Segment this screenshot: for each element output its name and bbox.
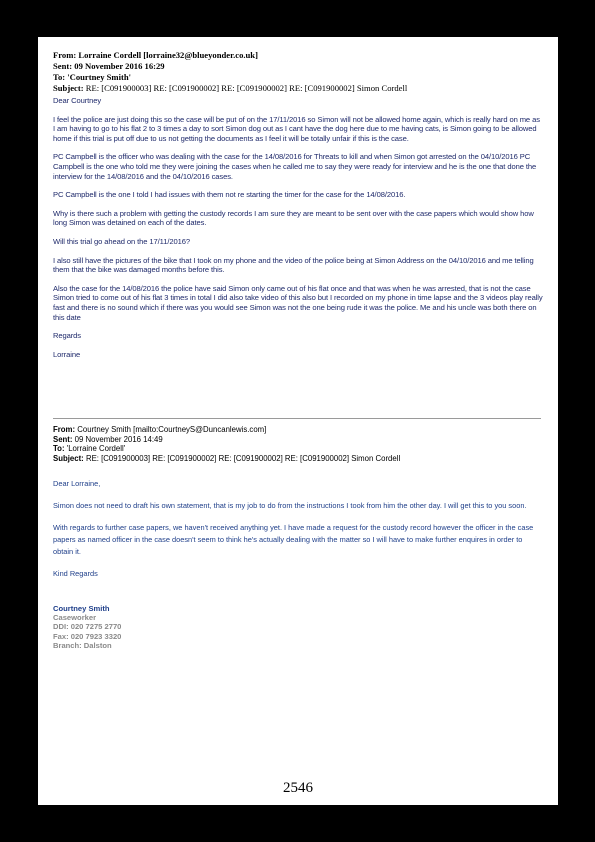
email2-regards: Kind Regards [53,569,98,578]
email1-sent: 09 November 2016 16:29 [74,61,165,71]
signature-fax: Fax: 020 7923 3320 [53,631,122,641]
email2-to: 'Lorraine Cordell' [66,444,126,454]
email2-to-line: To: 'Lorraine Cordell' [53,444,126,454]
email2-signature [53,604,543,650]
email2-subject: RE: [C091900003] RE: [C091900002] RE: [C091900002] RE: [C091900002] Simon Cordell [85,453,401,463]
page-number: 2546 [283,780,313,796]
document-page [38,37,558,805]
email1-signoff: Lorraine [53,349,81,359]
email1-body [53,96,543,368]
email1-to: 'Courtney Smith' [67,72,132,82]
email2-from: Courtney Smith [mailto:CourtneyS@Duncanlewis.com] [77,425,267,434]
email1-greeting: Dear Courtney [53,96,102,105]
email1-subject-line: Subject: RE: [C091900003] RE: [C091900002] RE: [C091900002] RE: [C091900002] Simon Cordell [53,83,408,93]
email1-paragraph: Will this trial go ahead on the 17/11/2016? [53,236,190,246]
email1-paragraph: Also the case for the 14/08/2016 the police have said Simon only came out of his flat once and that was when he was arrested, that is not the case Simon tried to come out of his flat 3 times in total I did also take video of this also but I recorded on my phone in time lapse and the 3 videos play really fast and there is no sound which if there was you would see Simon was not the one being rude it was the police. Me and his uncle was both there on this date [53,283,543,322]
email1-subject: RE: [C091900003] RE: [C091900002] RE: [C091900002] RE: [C091900002] Simon Cordell [85,83,408,93]
signature-branch: Branch: Dalston [53,640,112,650]
email2-from-line: From: Courtney Smith [mailto:CourtneyS@Duncanlewis.com] [53,425,267,434]
email1-to-line: To: 'Courtney Smith' [53,72,132,82]
email2-greeting: Dear Lorraine, [53,479,101,488]
email1-paragraph: PC Campbell is the one I told I had issues with them not re starting the timer for the case for the 14/08/2016. [53,190,406,200]
email1-paragraph: Why is there such a problem with getting the custody records I am sure they are meant to be sent over with the case papers which would show how long Simon was detained on each of the dates. [53,208,534,228]
email1-header [53,50,543,94]
separator-line [53,418,541,419]
email2-body [53,478,543,590]
email2-paragraph: Simon does not need to draft his own statement, that is my job to do from the instructions I took from him the other day. I will get this to you soon. [53,501,527,510]
email1-sent-line: Sent: 09 November 2016 16:29 [53,61,165,71]
email1-from: Lorraine Cordell [lorraine32@blueyonder.co.uk] [78,50,258,60]
email2-sent-line: Sent: 09 November 2016 14:49 [53,434,163,444]
signature-role: Caseworker [53,613,97,623]
email2-paragraph: With regards to further case papers, we haven't received anything yet. I have made a request for the custody record however the officer in the case papers as named officer in the case doesn't seem to think he's actually dealing with the matter so I will have to make further enquires in order to obtain it. [53,523,534,556]
email2-header [53,425,543,463]
email2-subject-line: Subject: RE: [C091900003] RE: [C091900002] RE: [C091900002] RE: [C091900002] Simon Cordell [53,453,401,463]
email1-paragraph: I feel the police are just doing this so the case will be put of on the 17/11/2016 so Simon will not be allowed home again, which is really hard on me as I am having to go to his flat 2 to 3 times a day to sort Simon dog out as I cant have the dog here due to me having cats, is Simon going to be allowed home if this trial is put off due to us not getting the documents as I feel it will be totally unfair if this is the case. [53,114,540,143]
signature-name: Courtney Smith [53,604,110,613]
email1-regards: Regards [53,331,82,341]
email1-paragraph: PC Campbell is the officer who was dealing with the case for the 14/08/2016 for Threats to kill and when Simon got arrested on the 04/10/2016 PC Campbell is the one who told me they were joining the cases when he called me to say they were ready for interview and he is the one that done the interview for the 14/08/2016 and the 04/10/2016 cases. [53,152,537,181]
email1-paragraph: I also still have the pictures of the bike that I took on my phone and the video of the police being at Simon Address on the 04/10/2016 and me telling them that the bike was damaged months before this. [53,255,534,275]
email1-from-line: From: Lorraine Cordell [lorraine32@blueyonder.co.uk] [53,50,258,60]
email2-sent: 09 November 2016 14:49 [74,434,163,444]
signature-ddi: DDI: 020 7275 2770 [53,622,122,632]
